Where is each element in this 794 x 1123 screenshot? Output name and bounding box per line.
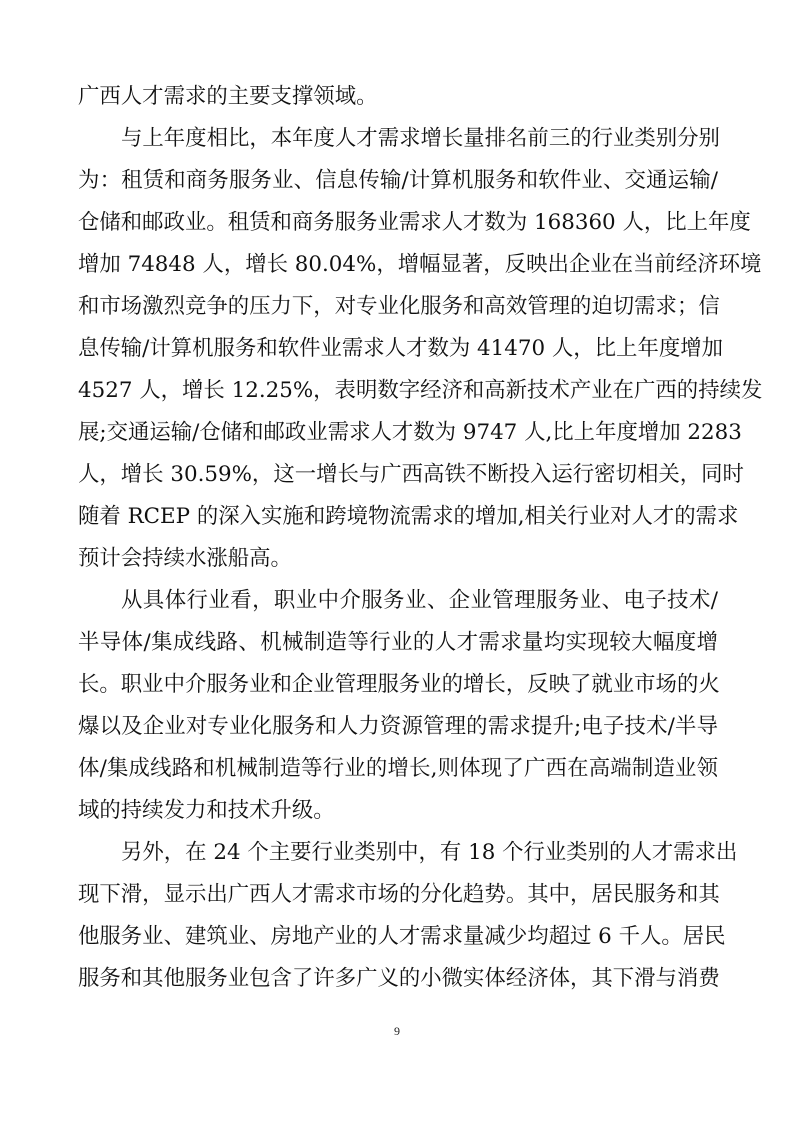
text-line: 随着 RCEP 的深入实施和跨境物流需求的增加,相关行业对人才的需求 xyxy=(78,504,739,529)
page-number: 9 xyxy=(394,1024,400,1038)
text-line: 现下滑，显示出广西人才需求市场的分化趋势。其中，居民服务和其 xyxy=(78,882,720,907)
text-line: 半导体/集成线路、机械制造等行业的人才需求量均实现较大幅度增 xyxy=(78,630,718,655)
text-line: 人，增长 30.59%，这一增长与广西高铁不断投入运行密切相关，同时 xyxy=(78,462,744,487)
text-line: 从具体行业看，职业中介服务业、企业管理服务业、电子技术/ xyxy=(121,588,718,613)
text-line: 体/集成线路和机械制造等行业的增长,则体现了广西在高端制造业领 xyxy=(78,756,718,781)
text-line: 增加 74848 人，增长 80.04%，增幅显著，反映出企业在当前经济环境 xyxy=(78,252,762,277)
text-line: 广西人才需求的主要支撑领域。 xyxy=(78,84,378,109)
text-line: 域的持续发力和技术升级。 xyxy=(78,798,335,823)
text-line: 预计会持续水涨船高。 xyxy=(78,546,292,571)
text-line: 展;交通运输/仓储和邮政业需求人才数为 9747 人,比上年度增加 2283 xyxy=(78,420,742,445)
text-line: 另外，在 24 个主要行业类别中，有 18 个行业类别的人才需求出 xyxy=(121,840,738,865)
text-line: 爆以及企业对专业化服务和人力资源管理的需求提升;电子技术/半导 xyxy=(78,714,718,739)
text-line: 仓储和邮政业。租赁和商务服务业需求人才数为 168360 人，比上年度 xyxy=(78,210,751,235)
text-line: 和市场激烈竞争的压力下，对专业化服务和高效管理的迫切需求；信 xyxy=(78,294,720,319)
text-line: 与上年度相比，本年度人才需求增长量排名前三的行业类别分别 xyxy=(121,126,720,151)
text-line: 他服务业、建筑业、房地产业的人才需求量减少均超过 6 千人。居民 xyxy=(78,924,726,949)
text-line: 4527 人，增长 12.25%，表明数字经济和高新技术产业在广西的持续发 xyxy=(78,378,763,403)
text-line: 为：租赁和商务服务业、信息传输/计算机服务和软件业、交通运输/ xyxy=(78,168,718,193)
text-line: 服务和其他服务业包含了许多广义的小微实体经济体，其下滑与消费 xyxy=(78,966,720,991)
text-line: 长。职业中介服务业和企业管理服务业的增长，反映了就业市场的火 xyxy=(78,672,720,697)
text-line: 息传输/计算机服务和软件业需求人才数为 41470 人，比上年度增加 xyxy=(78,336,724,361)
